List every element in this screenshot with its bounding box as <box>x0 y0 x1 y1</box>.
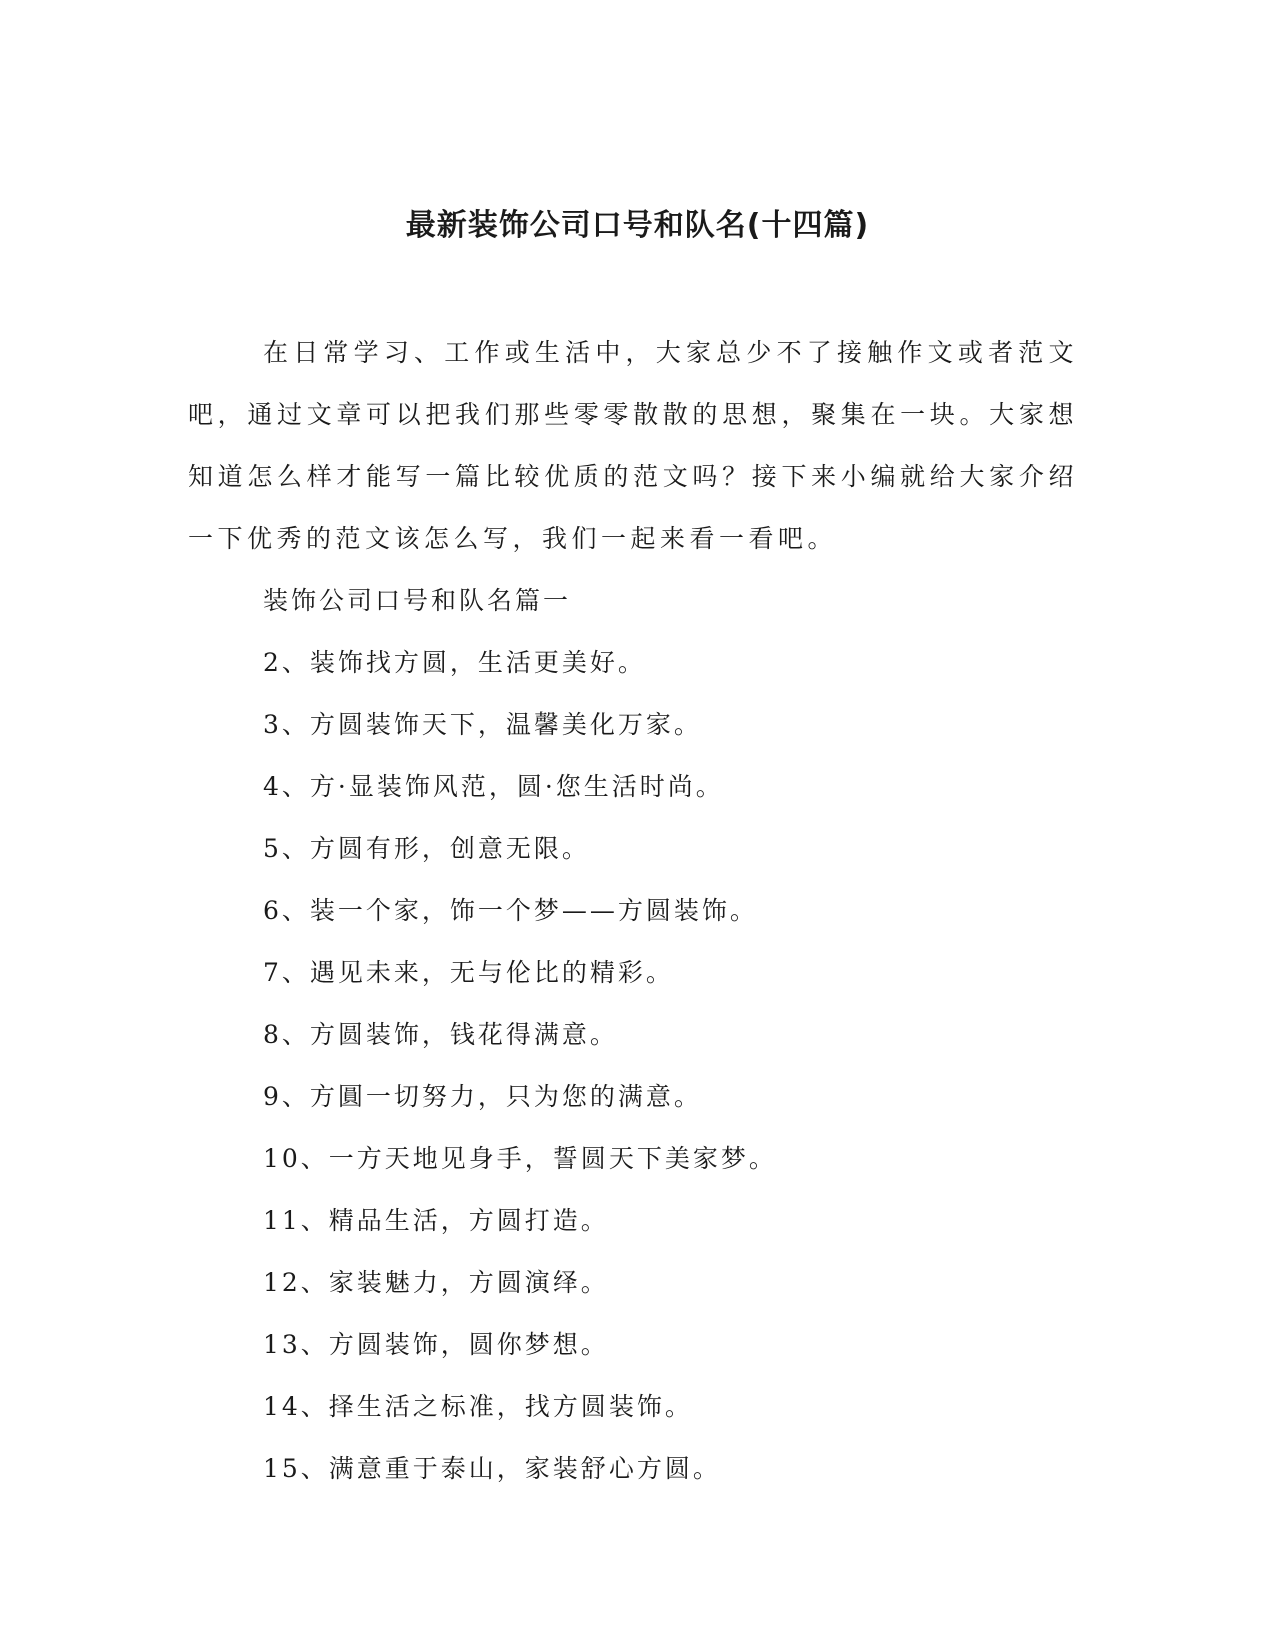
slogan-item: 11、精品生活，方圆打造。 <box>263 1206 609 1235</box>
slogan-item: 4、方·显装饰风范，圆·您生活时尚。 <box>263 772 724 801</box>
slogan-item: 6、装一个家，饰一个梦——方圆装饰。 <box>263 896 758 925</box>
slogan-item: 3、方圆装饰天下，温馨美化万家。 <box>263 710 702 739</box>
slogan-item: 5、方圆有形，创意无限。 <box>263 834 590 863</box>
slogan-item: 13、方圆装饰，圆你梦想。 <box>263 1330 609 1359</box>
slogan-item: 12、家装魅力，方圆演绎。 <box>263 1268 609 1297</box>
slogan-item: 15、满意重于泰山，家装舒心方圆。 <box>263 1454 721 1483</box>
slogan-item: 9、方圓一切努力，只为您的满意。 <box>263 1082 702 1111</box>
document-title: 最新装饰公司口号和队名(十四篇) <box>405 208 870 243</box>
slogan-item: 7、遇见未来，无与伦比的精彩。 <box>263 958 674 987</box>
section-heading: 装饰公司口号和队名篇一 <box>263 586 572 615</box>
slogan-item: 8、方圆装饰，钱花得满意。 <box>263 1020 618 1049</box>
document-body <box>188 322 1078 1500</box>
slogan-item: 10、一方天地见身手，誓圆天下美家梦。 <box>263 1144 777 1173</box>
intro-paragraph: 在日常学习、工作或生活中，大家总少不了接触作文或者范文吧，通过文章可以把我们那些零零散散的思想，聚集在一块。大家想知道怎么样才能写一篇比较优质的范文吗？接下来小编就给大家介绍一下优秀的范文该怎么写，我们一起来看一看吧。 <box>188 338 1078 553</box>
slogan-item: 14、择生活之标准，找方圆装饰。 <box>263 1392 693 1421</box>
slogan-item: 2、装饰找方圆，生活更美好。 <box>263 648 646 677</box>
